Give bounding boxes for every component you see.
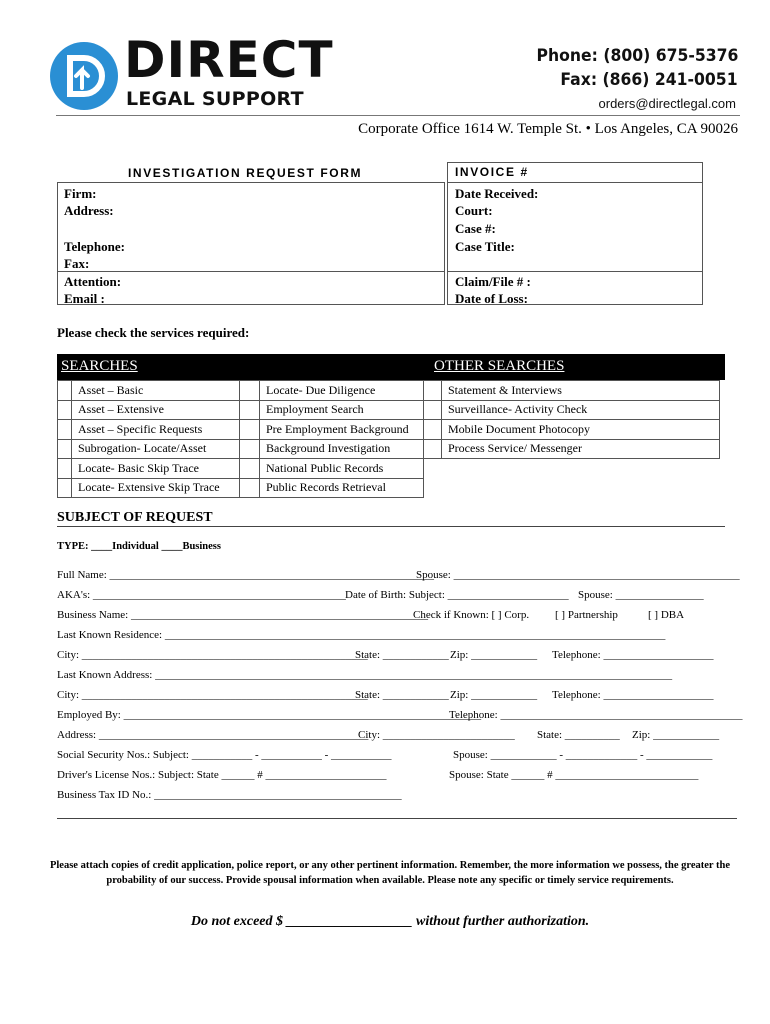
brand-subtitle: LEGAL SUPPORT <box>126 88 304 110</box>
subject-field[interactable]: Telephone: ____________________________________________ <box>449 709 743 721</box>
service-label: Asset – Specific Requests <box>72 420 240 440</box>
service-row <box>58 459 720 479</box>
service-checkbox[interactable] <box>58 420 72 440</box>
subject-field[interactable]: Address: _________________________________________________ <box>57 729 369 741</box>
service-label: Employment Search <box>260 400 424 420</box>
authorization-limit[interactable]: Do not exceed $ __________________ without further authorization. <box>190 914 590 929</box>
service-checkbox[interactable] <box>240 478 260 498</box>
service-label: Subrogation- Locate/Asset <box>72 439 240 459</box>
subject-field[interactable]: AKA's: ______________________________________________ <box>57 589 346 601</box>
subject-field[interactable]: Date of Birth: Subject: ______________________ <box>345 589 569 601</box>
subject-field[interactable]: Spouse: ____________ - _____________ - ____________ <box>453 749 713 761</box>
service-label: Mobile Document Photocopy <box>442 420 720 440</box>
searches-header-bar <box>57 354 725 380</box>
subject-field[interactable]: Driver's License Nos.: Subject: State ______ # ______________________ <box>57 769 387 781</box>
service-label: Public Records Retrieval <box>260 478 424 498</box>
subject-field[interactable]: Spouse: ________________ <box>578 589 704 601</box>
service-row <box>58 478 720 498</box>
service-checkbox[interactable] <box>424 400 442 420</box>
subject-field[interactable]: [ ] DBA <box>648 609 685 621</box>
date-received-field[interactable]: Date Received: <box>455 186 539 201</box>
empty-cell <box>424 459 442 479</box>
other-searches-heading: OTHER SEARCHES <box>434 358 565 374</box>
case-box-divider <box>447 271 703 272</box>
invoice-box-side <box>447 162 448 182</box>
subject-field[interactable]: Telephone: ____________________ <box>552 649 714 661</box>
service-checkbox[interactable] <box>58 459 72 479</box>
service-label: Locate- Extensive Skip Trace <box>72 478 240 498</box>
subject-field[interactable]: City: ____________________________________________________ <box>57 649 368 661</box>
service-label: Surveillance- Activity Check <box>442 400 720 420</box>
subject-field[interactable]: State: ____________ <box>355 689 449 701</box>
claim-file-field[interactable]: Claim/File # : <box>455 274 531 289</box>
subject-field[interactable]: Last Known Address: ______________________________________________________________________________________________ <box>57 669 673 681</box>
header-divider <box>56 115 740 116</box>
invoice-label: INVOICE # <box>455 165 529 179</box>
services-table <box>57 380 720 498</box>
fax-field[interactable]: Fax: <box>64 256 90 271</box>
service-checkbox[interactable] <box>58 400 72 420</box>
subject-field[interactable]: Check if Known: [ ] Corp. <box>413 609 530 621</box>
service-checkbox[interactable] <box>240 420 260 440</box>
email-address: orders@directlegal.com <box>598 96 736 111</box>
address-field[interactable]: Address: <box>64 203 114 218</box>
service-checkbox[interactable] <box>424 381 442 401</box>
subject-field[interactable]: Zip: ____________ <box>632 729 720 741</box>
service-label: Background Investigation <box>260 439 424 459</box>
empty-cell <box>424 478 442 498</box>
searches-heading: SEARCHES <box>61 358 138 374</box>
service-checkbox[interactable] <box>58 439 72 459</box>
invoice-box-side <box>702 162 703 182</box>
case-number-field[interactable]: Case #: <box>455 221 496 236</box>
service-checkbox[interactable] <box>240 400 260 420</box>
service-row <box>58 381 720 401</box>
date-of-loss-field[interactable]: Date of Loss: <box>455 291 528 306</box>
instruction-note: Please attach copies of credit application, police report, or any other pertinent information. Remember, the more information we possess, the greater the probability of our success. Provide spousal information when available. Please note any specific or timely service requirements. <box>49 860 731 886</box>
subject-field[interactable]: City: ____________________________________________________ <box>57 689 368 701</box>
service-label: Locate- Basic Skip Trace <box>72 459 240 479</box>
brand-name: DIRECT <box>124 31 334 89</box>
subject-field[interactable]: Last Known Residence: ___________________________________________________________________________________________ <box>57 629 666 641</box>
subject-field[interactable]: Business Tax ID No.: _____________________________________________ <box>57 789 402 801</box>
court-field[interactable]: Court: <box>455 203 493 218</box>
subject-field[interactable]: City: ________________________ <box>358 729 515 741</box>
service-checkbox[interactable] <box>424 420 442 440</box>
bottom-divider <box>57 818 737 819</box>
phone-number: Phone: (800) 675-5376 <box>536 46 738 66</box>
logo-d-arrow-icon <box>50 42 118 110</box>
subject-field[interactable]: State: __________ <box>537 729 620 741</box>
service-label: Pre Employment Background <box>260 420 424 440</box>
service-row <box>58 420 720 440</box>
service-label: Process Service/ Messenger <box>442 439 720 459</box>
subject-title: SUBJECT OF REQUEST <box>57 510 213 525</box>
service-label: Locate- Due Diligence <box>260 381 424 401</box>
subject-field[interactable]: Social Security Nos.: Subject: ___________ - ___________ - ___________ <box>57 749 392 761</box>
service-checkbox[interactable] <box>424 439 442 459</box>
subject-divider <box>57 526 725 527</box>
subject-field[interactable]: [ ] Partnership <box>555 609 618 621</box>
subject-field[interactable]: Spouse: State ______ # __________________________ <box>449 769 699 781</box>
service-checkbox[interactable] <box>58 381 72 401</box>
service-label: National Public Records <box>260 459 424 479</box>
subject-field[interactable]: State: ____________ <box>355 649 449 661</box>
subject-field[interactable]: Zip: ____________ <box>450 649 538 661</box>
attention-field[interactable]: Attention: <box>64 274 122 289</box>
client-box-divider <box>57 271 445 272</box>
invoice-box-top <box>447 162 703 163</box>
service-checkbox[interactable] <box>240 439 260 459</box>
subject-field[interactable]: Business Name: ______________________________________________________ <box>57 609 428 621</box>
service-checkbox[interactable] <box>240 459 260 479</box>
subject-field[interactable]: Telephone: ____________________ <box>552 689 714 701</box>
service-label: Asset – Extensive <box>72 400 240 420</box>
firm-field[interactable]: Firm: <box>64 186 97 201</box>
email-field[interactable]: Email : <box>64 291 105 306</box>
service-row <box>58 439 720 459</box>
subject-field[interactable]: Employed By: _________________________________________________________________ <box>57 709 482 721</box>
services-question: Please check the services required: <box>57 325 250 340</box>
fax-number: Fax: (866) 241-0051 <box>560 70 738 90</box>
company-logo <box>50 42 118 110</box>
form-title: INVESTIGATION REQUEST FORM <box>128 166 363 180</box>
subject-field[interactable]: Full Name: ___________________________________________________________ <box>57 569 435 581</box>
service-checkbox[interactable] <box>58 478 72 498</box>
empty-cell <box>442 478 720 498</box>
service-label: Asset – Basic <box>72 381 240 401</box>
case-title-field[interactable]: Case Title: <box>455 239 515 254</box>
type-selector[interactable]: TYPE: ____Individual ____Business <box>57 541 221 552</box>
service-row <box>58 400 720 420</box>
subject-field[interactable]: Spouse: ____________________________________________________ <box>416 569 740 581</box>
service-checkbox[interactable] <box>240 381 260 401</box>
service-label: Statement & Interviews <box>442 381 720 401</box>
telephone-field[interactable]: Telephone: <box>64 239 125 254</box>
office-address: Corporate Office 1614 W. Temple St. • Los Angeles, CA 90026 <box>358 121 738 137</box>
subject-field[interactable]: Zip: ____________ <box>450 689 538 701</box>
empty-cell <box>442 459 720 479</box>
